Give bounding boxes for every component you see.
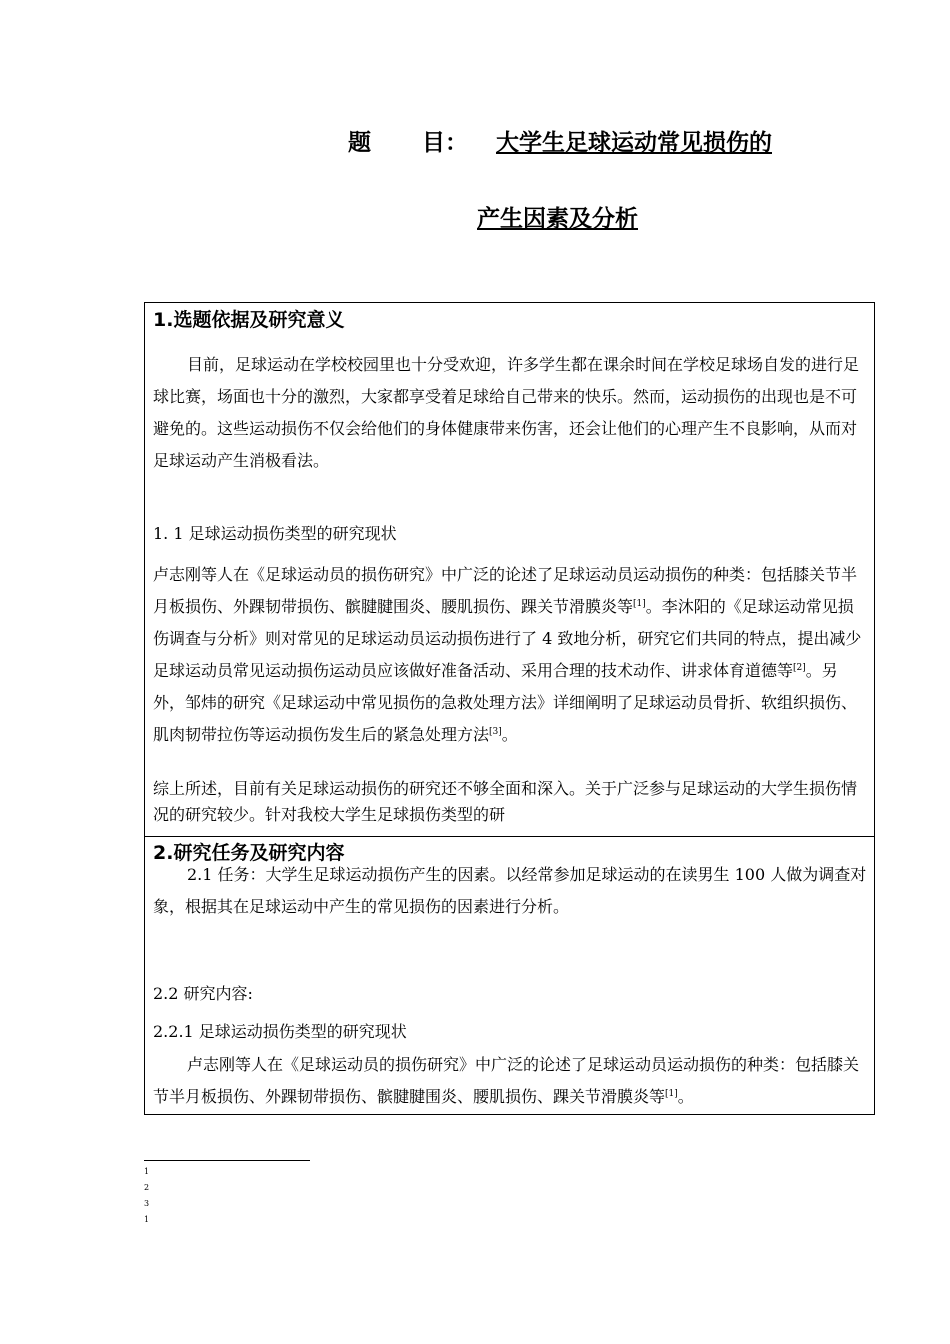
footnote-marker: 3: [144, 1199, 150, 1208]
footnote-separator: [144, 1160, 310, 1161]
section1-summary: 综上所述，目前有关足球运动损伤的研究还不够全面和深入。关于广泛参与足球运动的大学生损伤情况的研究较少。针对我校大学生足球损伤类型的研: [153, 779, 858, 824]
section1-intro: 目前，足球运动在学校校园里也十分受欢迎，许多学生都在课余时间在学校足球场自发的进行足球比赛，场面也十分的激烈，大家都享受着足球给自己带来的快乐。然而，运动损伤的出现也是不可避免的。这些运动损伤不仅会给他们的身体健康带来伤害，还会让他们的心理产生不良影响，从而对足球运动产生消极看法。: [153, 355, 860, 470]
section1-review-paragraph: 卢志刚等人在《足球运动员的损伤研究》中广泛的论述了足球运动员运动损伤的种类：包括膝关节半月板损伤、外踝韧带损伤、髌腱腱围炎、腰肌损伤、踝关节滑膜炎等[1]。李沐阳的《足球运动常见损伤调查与分析》则对常见的足球运动员运动损伤进行了 4 致地分析，研究它们共同的特点，提出减少足球运动员常见运动损伤运动员应该做好准备活动、采用合理的技术动作、讲求体育道德等[2]。另外，邹炜的研究《足球运动中常见损伤的急救处理方法》详细阐明了足球运动员骨折、软组织损伤、肌肉韧带拉伤等运动损伤发生后的紧急处理方法[3]。: [153, 565, 862, 744]
footnote-marker: 2: [144, 1183, 150, 1192]
section2-task: 2.1 任务：大学生足球运动损伤产生的因素。以经常参加足球运动的在读男生 100 人做为调查对象，根据其在足球运动中产生的常见损伤的因素进行分析。: [153, 865, 867, 916]
section2-box: [144, 836, 875, 1115]
title-text-line2: 产生因素及分析: [477, 206, 638, 232]
title-text-line1: 大学生足球运动常见损伤的: [496, 130, 772, 156]
citation-ref-1: [1]: [633, 599, 646, 609]
section2-content-label: 2.2 研究内容:: [153, 984, 253, 1003]
page-title: [348, 124, 772, 157]
footnote-marker: 1: [144, 1167, 150, 1176]
citation-ref-3: [3]: [489, 727, 502, 737]
title-label-char1: 题: [348, 130, 371, 156]
section1-heading: 1.选题依据及研究意义: [153, 309, 345, 331]
section2-sub-label: 2.2.1 足球运动损伤类型的研究现状: [153, 1022, 407, 1041]
section2-heading: 2.研究任务及研究内容: [153, 842, 345, 864]
section1-subheading: 1. 1 足球运动损伤类型的研究现状: [153, 524, 397, 543]
section2-paragraph: 卢志刚等人在《足球运动员的损伤研究》中广泛的论述了足球运动员运动损伤的种类：包括膝关节半月板损伤、外踝韧带损伤、髌腱腱围炎、腰肌损伤、踝关节滑膜炎等[1]。: [153, 1055, 860, 1106]
citation-ref-1b: [1]: [665, 1089, 678, 1099]
citation-ref-2: [2]: [793, 663, 806, 673]
section1-box: [144, 302, 875, 837]
footnote-marker: 1: [144, 1215, 150, 1224]
title-label-char2: 目：: [422, 130, 468, 156]
